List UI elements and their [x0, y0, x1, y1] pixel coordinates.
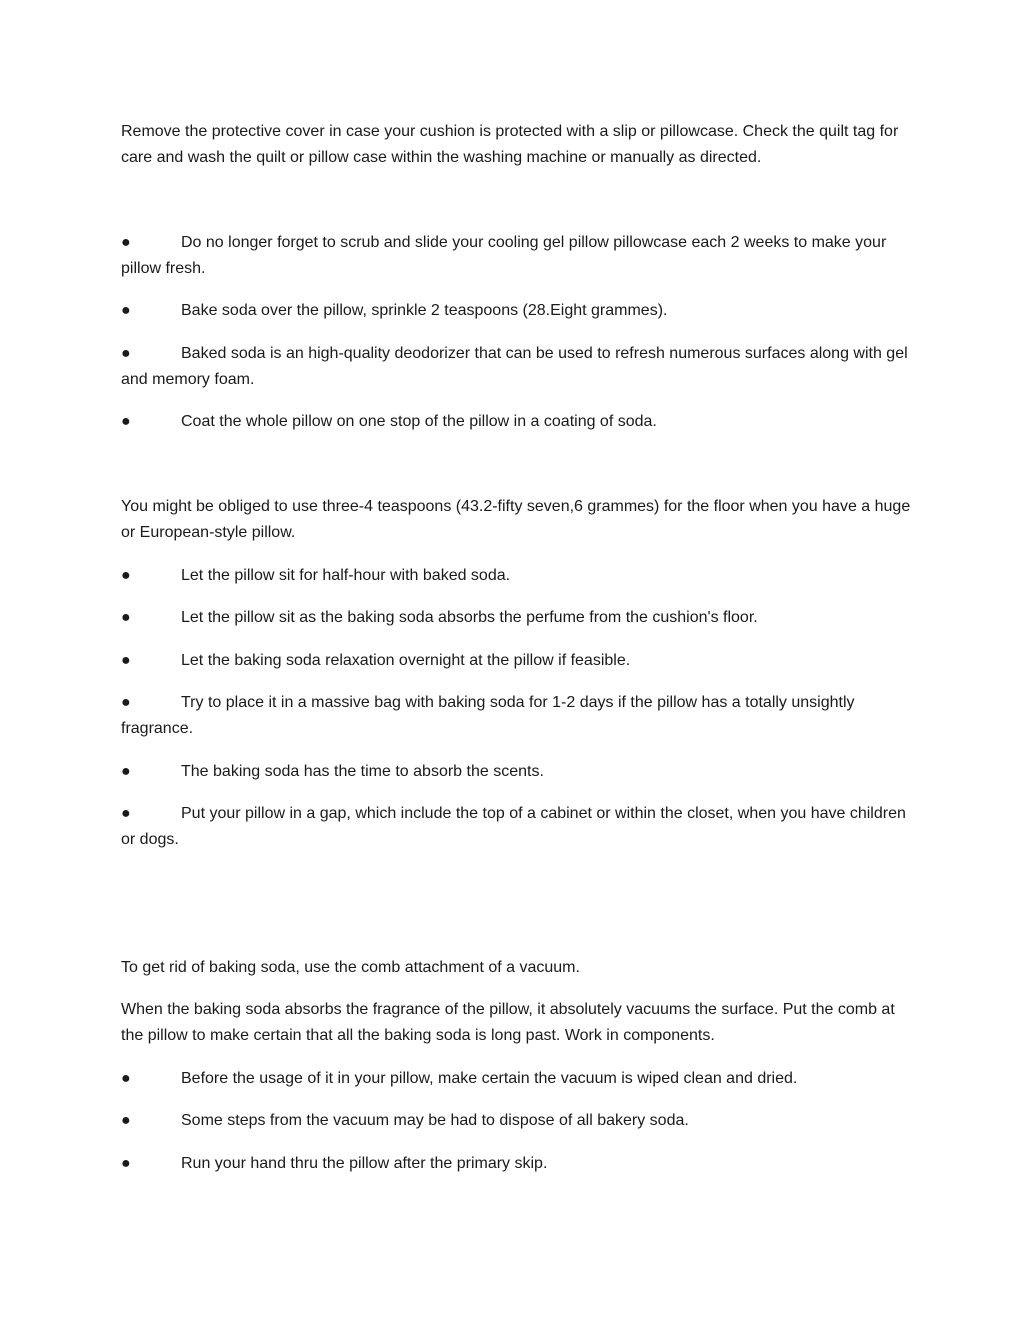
bullet-icon: ● [121, 302, 131, 319]
list-item [121, 298, 911, 324]
bullet-icon: ● [121, 609, 131, 626]
list-item-text: Baked soda is an high-quality deodorizer that can be used to refresh numerous surfaces along with gel and memory foam. [121, 345, 908, 388]
bullet-icon: ● [121, 694, 131, 711]
list-item [121, 563, 911, 589]
bullet-icon: ● [121, 1070, 131, 1087]
bullet-icon: ● [121, 1155, 131, 1172]
bullet-icon: ● [121, 413, 131, 430]
paragraph-vacuum-intro: To get rid of baking soda, use the comb attachment of a vacuum. [121, 959, 580, 976]
bullet-icon: ● [121, 234, 131, 251]
paragraph-vacuum-detail: When the baking soda absorbs the fragrance of the pillow, it absolutely vacuums the surface. Put the comb at the pillow to make certain that all the baking soda is long past. Work in components. [121, 1001, 895, 1044]
bullet-icon: ● [121, 1112, 131, 1129]
list-item-text: Put your pillow in a gap, which include the top of a cabinet or within the closet, when you have children or dogs. [121, 805, 906, 848]
bullet-icon: ● [121, 345, 131, 362]
list-item [121, 690, 911, 742]
list-item [121, 605, 911, 631]
bullet-icon: ● [121, 652, 131, 669]
list-item-text: Bake soda over the pillow, sprinkle 2 teaspoons (28.Eight grammes). [181, 302, 668, 319]
paragraph-teaspoons: You might be obliged to use three-4 teaspoons (43.2-fifty seven,6 grammes) for the floor when you have a huge or European-style pillow. [121, 498, 911, 541]
list-item-text: Try to place it in a massive bag with baking soda for 1-2 days if the pillow has a totally unsightly fragrance. [121, 694, 855, 737]
list-item-text: Let the baking soda relaxation overnight at the pillow if feasible. [181, 652, 631, 669]
bullet-icon: ● [121, 763, 131, 780]
bullet-icon: ● [121, 567, 131, 584]
list-item-text: Let the pillow sit as the baking soda absorbs the perfume from the cushion's floor. [181, 609, 758, 626]
list-item [121, 648, 911, 674]
bullet-icon: ● [121, 805, 131, 822]
list-item [121, 759, 911, 785]
list-item [121, 1151, 911, 1177]
list-item-text: Coat the whole pillow on one stop of the pillow in a coating of soda. [181, 413, 657, 430]
list-item-text: Let the pillow sit for half-hour with baked soda. [181, 567, 511, 584]
paragraph-remove-cover: Remove the protective cover in case your cushion is protected with a slip or pillowcase. Check the quilt tag for care and wash the quilt or pillow case within the washing machine or manually as directed. [121, 123, 899, 166]
list-item [121, 230, 911, 282]
list-item-text: Before the usage of it in your pillow, make certain the vacuum is wiped clean and dried. [181, 1070, 798, 1087]
list-item [121, 409, 911, 435]
list-item-text: Run your hand thru the pillow after the primary skip. [181, 1155, 548, 1172]
list-item [121, 341, 911, 393]
list-item [121, 801, 911, 853]
list-item [121, 1108, 911, 1134]
list-item-text: Some steps from the vacuum may be had to dispose of all bakery soda. [181, 1112, 689, 1129]
list-item [121, 1066, 911, 1092]
list-item-text: The baking soda has the time to absorb the scents. [181, 763, 544, 780]
list-item-text: Do no longer forget to scrub and slide your cooling gel pillow pillowcase each 2 weeks to make your pillow fresh. [121, 234, 887, 277]
